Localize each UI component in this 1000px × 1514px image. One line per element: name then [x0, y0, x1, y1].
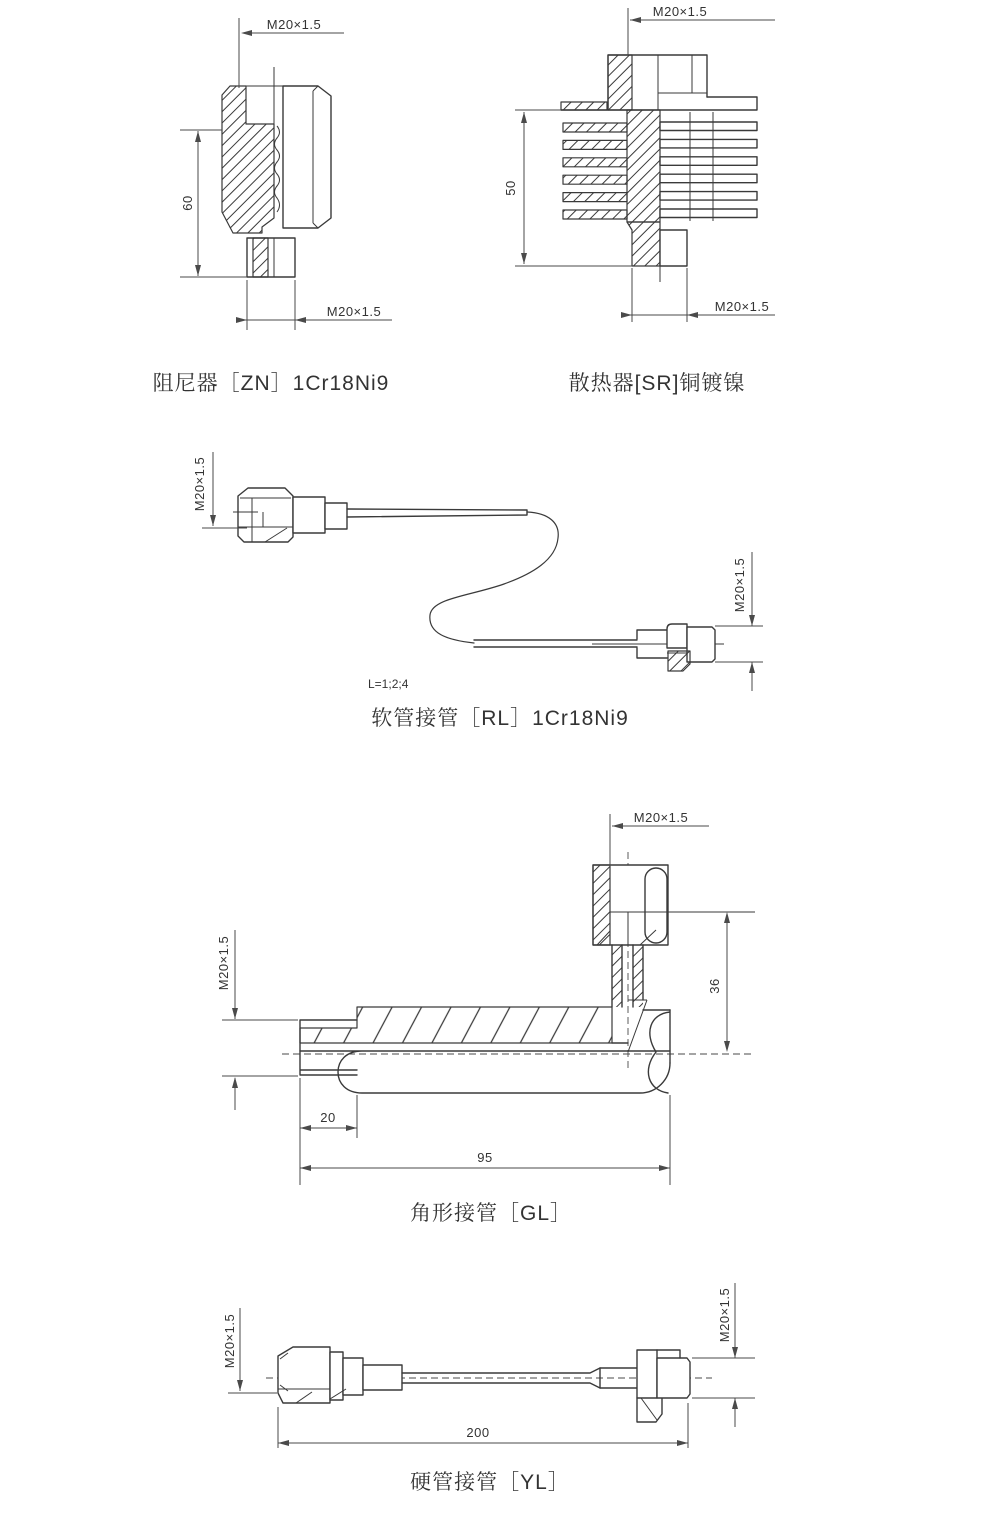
yl-thread-label-right: M20×1.5: [717, 1287, 732, 1343]
zn-thread-label-top: M20×1.5: [266, 17, 322, 32]
rl-caption: 软管接管［RL］1Cr18Ni9: [371, 707, 629, 730]
gl-offset-dim-label: 20: [320, 1110, 336, 1125]
zn-caption: 阻尼器［ZN］1Cr18Ni9: [152, 372, 390, 395]
rl-length-note: L=1;2;4: [368, 677, 409, 691]
gl-caption: 角形接管［GL］: [409, 1202, 573, 1225]
rl-drawing: [192, 452, 763, 730]
yl-part-outline: [278, 1347, 690, 1422]
sr-caption: 散热器[SR]铜镀镍: [568, 372, 746, 395]
gl-thread-label-left: M20×1.5: [216, 935, 231, 991]
zn-thread-label-bottom: M20×1.5: [326, 304, 382, 319]
gl-dimensions: [222, 814, 755, 1185]
yl-thread-label-left: M20×1.5: [222, 1313, 237, 1369]
rl-thread-label-right: M20×1.5: [732, 557, 747, 613]
gl-drawing: [216, 810, 755, 1225]
zn-height-dim-label: 60: [180, 195, 195, 211]
sr-thread-label-bottom: M20×1.5: [714, 299, 770, 314]
rl-part-outline: [233, 488, 724, 671]
sr-thread-label-top: M20×1.5: [652, 4, 708, 19]
yl-length-dim-label: 200: [466, 1425, 490, 1440]
gl-length-dim-label: 95: [477, 1150, 493, 1165]
gl-thread-label-top: M20×1.5: [633, 810, 689, 825]
sr-height-dim-label: 50: [503, 180, 518, 196]
zn-drawing: [153, 17, 392, 395]
sr-drawing: [503, 4, 775, 395]
yl-drawing: [222, 1283, 755, 1494]
sr-part-outline: [561, 55, 757, 282]
gl-height-dim-label: 36: [707, 978, 722, 994]
gl-part-outline: [300, 865, 670, 1093]
zn-part-outline: [222, 67, 331, 277]
yl-caption: 硬管接管［YL］: [410, 1471, 570, 1494]
rl-thread-label-left: M20×1.5: [192, 456, 207, 512]
